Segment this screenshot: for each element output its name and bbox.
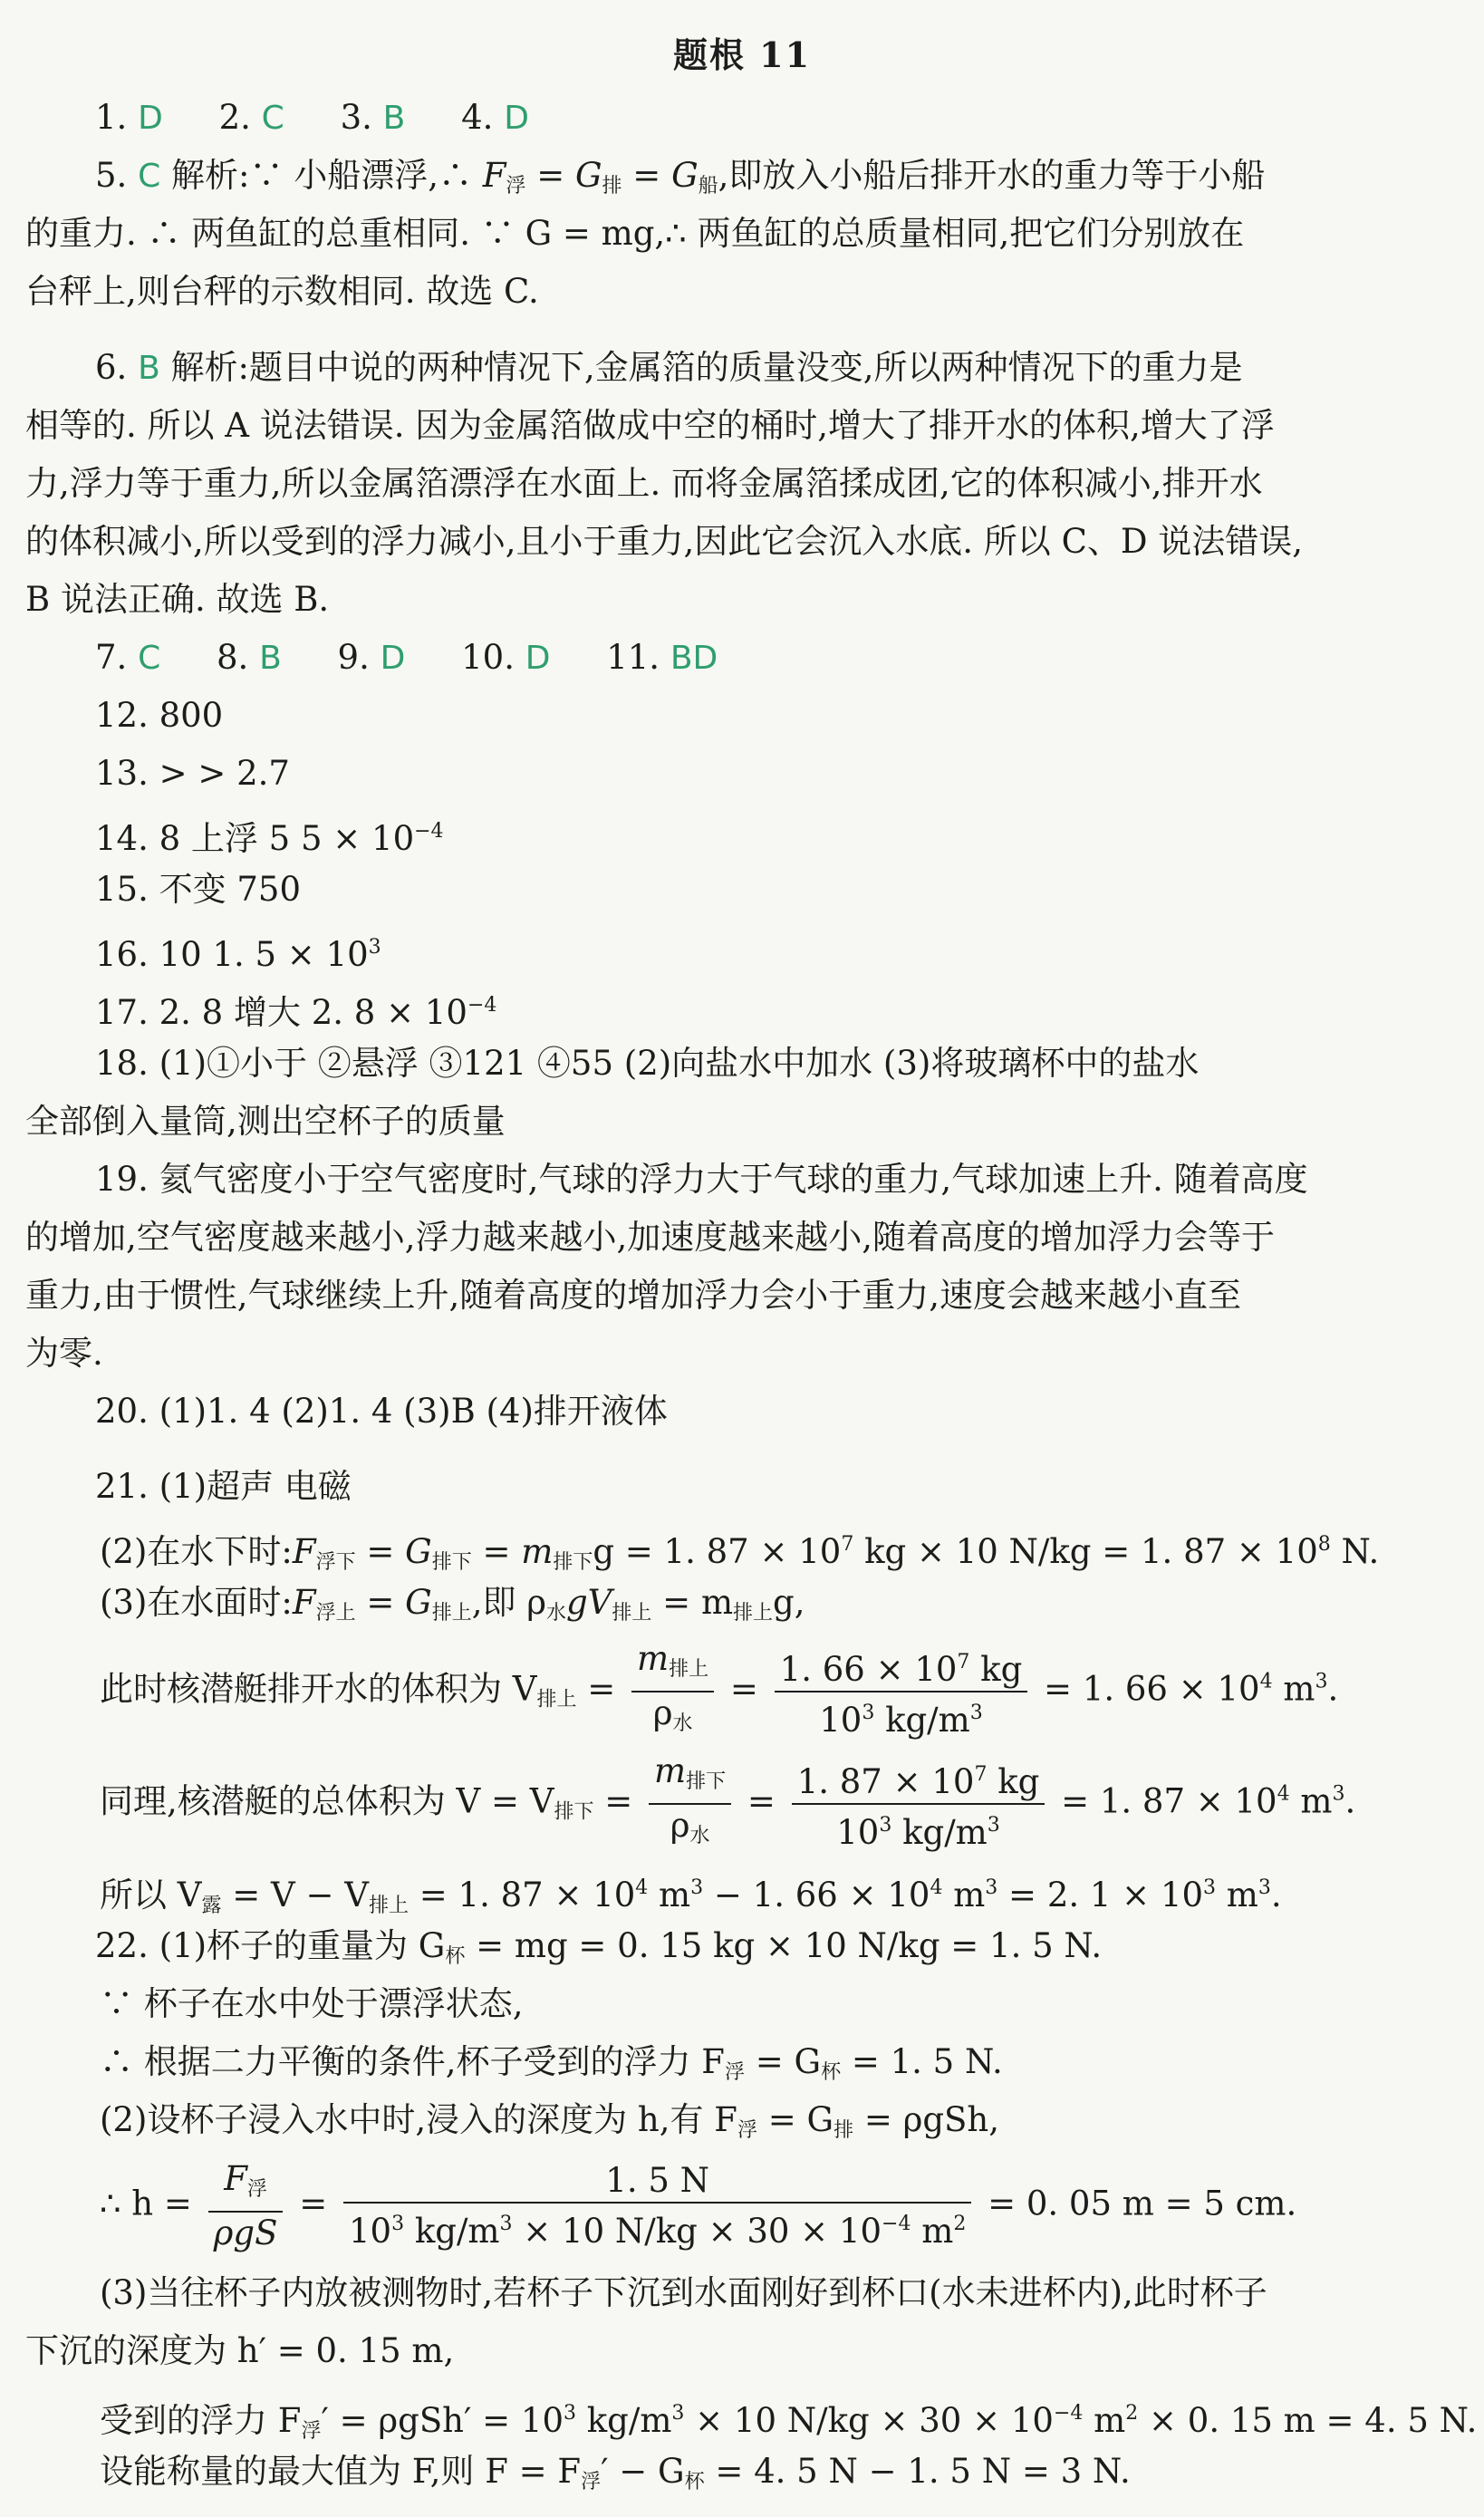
q21-line-6: 所以 $V_露 = V - V_{排上} = 1$. $87 \times 10^4$ $m^3 - 1$. $66 \times 10^4$ $m^3 = 2$. $1 \times 10^3$ $m^3$.: [100, 1876, 1282, 1917]
q18-line-1: 18. (1)①小于 ②悬浮 ③121 ④55 (2)向盐水中加水 (3)将玻璃杯中的盐水: [95, 1044, 1200, 1083]
answers-1-4: [95, 94, 1459, 142]
q22-line-4: (2)设杯子浸入水中时,浸入的深度为 h,有 $F_浮 = G_排 = \rho gSh$,: [100, 2100, 999, 2142]
answer-item: 1. D: [95, 98, 163, 137]
answer-choice: C: [261, 100, 284, 137]
answer-item: 7. C: [95, 638, 161, 677]
q22-line-2: ∵ 杯子在水中处于漂浮状态,: [100, 1984, 524, 2023]
fraction: $\frac{m_{排下}}{\rho_水}$: [649, 1750, 731, 1857]
q21-line-3: (3)在水面时$:F_{浮上} = G_{排上}$,即 $\rho_水gV_{排上} = m_{排上}g$,: [100, 1583, 805, 1625]
q6-line-1: 6. B 解析:题目中说的两种情况下,金属箔的质量没变,所以两种情况下的重力是: [95, 348, 1243, 387]
page-title: 题根 11: [672, 34, 812, 75]
fraction: $\frac{m_{排上}}{\rho_水}$: [631, 1638, 714, 1745]
q5-line-2: 的重力. ∴ 两鱼缸的总重相同. ∵ G = mg,∴ 两鱼缸的总质量相同,把它们分别放在: [25, 214, 1245, 253]
q22-line-6: (3)当往杯子内放被测物时,若杯子下沉到水面刚好到杯口(水未进杯内),此时杯子: [100, 2273, 1267, 2312]
answer-item: 4. D: [461, 98, 529, 137]
q18-line-2: 全部倒入量筒,测出空杯子的质量: [25, 1102, 506, 1141]
answer-15: 15. 不变 750: [95, 870, 301, 909]
q21-line-2: (2)在水下时$:F_{浮下} = G_{排下} = m_{排下}g = 1$. $87 \times 10^7$ kg × 10 N/kg = 1. $87 \times 10^8$ N.: [100, 1532, 1380, 1574]
answer-14: 14. 8 上浮 5 $5 \times 10^{-4}$: [95, 819, 444, 858]
fraction: $\frac{1. 5 N}{10^3 kg/m^3 \times 10 N/kg \times 30 \times 10^{-4} m^2}$: [343, 2160, 971, 2252]
answer-16: 16. 10 1. $5 \times 10^3$: [95, 935, 381, 974]
answer-choice: D: [380, 640, 406, 677]
q19-line-2: 的增加,空气密度越来越小,浮力越来越小,加速度越来越小,随着高度的增加浮力会等于: [25, 1218, 1276, 1257]
answer-item: 10. D: [461, 638, 551, 677]
q19-line-1: 19. 氦气密度小于空气密度时,气球的浮力大于气球的重力,气球加速上升. 随着高度: [95, 1160, 1308, 1199]
q19-line-3: 重力,由于惯性,气球继续上升,随着高度的增加浮力会小于重力,速度会越来越小直至: [25, 1276, 1242, 1315]
q19-line-4: 为零.: [25, 1334, 103, 1373]
answer-13: 13. > > 2.7: [95, 754, 290, 793]
answer-choice: B: [259, 640, 282, 677]
fraction: $\frac{1. 66 \times 10^7 kg}{10^3 kg/m^3}$: [775, 1642, 1028, 1741]
answer-choice: C: [138, 640, 161, 677]
answer-choice: C: [138, 158, 161, 195]
q6-line-5: B 说法正确. 故选 B.: [25, 580, 330, 619]
q21-line-5: 同理,核潜艇的总体积为 $V = V_{排下}$ = $\frac{m_{排下}}{\rho_水}$ = $\frac{1. 87 \times 10^7 kg}{10^3 kg/m^3}$ = 1. $87 \times 10^4$ $m^3$.: [100, 1750, 1459, 1850]
answer-20: 20. (1)1. 4 (2)1. 4 (3)B (4)排开液体: [95, 1392, 668, 1431]
answer-17: 17. 2. 8 增大 2. $8 \times 10^{-4}$: [95, 993, 497, 1032]
answer-choice: B: [138, 350, 160, 387]
answer-item: 8. B: [216, 638, 282, 677]
q6-line-2: 相等的. 所以 A 说法错误. 因为金属箔做成中空的桶时,增大了排开水的体积,增大了浮: [25, 406, 1275, 445]
q22-line-3: ∴ 根据二力平衡的条件,杯子受到的浮力 $F_浮 = G_杯 = 1$. 5 N.: [100, 2042, 1003, 2084]
answers-7-11: [95, 634, 1459, 682]
q22-line-5: ∴ h = $\frac{F_浮}{\text{ρgS}}$ = $\frac{1. 5 N}{10^3 kg/m^3 \times 10 N/kg \times 30 \times 10^{-4} m^2}$ = 0. 05 m = 5 cm.: [100, 2159, 1297, 2252]
answer-choice: D: [525, 640, 551, 677]
answer-item: 2. C: [218, 98, 284, 137]
fraction: $\frac{F_浮}{\text{ρgS}}$: [208, 2158, 284, 2254]
fraction: $\frac{1. 87 \times 10^7 kg}{10^3 kg/m^3}$: [792, 1754, 1046, 1854]
q6-line-4: 的体积减小,所以受到的浮力减小,且小于重力,因此它会沉入水底. 所以 C、D 说法错误,: [25, 522, 1304, 561]
q5-line-3: 台秤上,则台秤的示数相同. 故选 C.: [25, 272, 539, 311]
q22-line-7: 下沉的深度为 h′ = 0. 15 m,: [25, 2331, 455, 2370]
q22-line-9: 设能称量的最大值为 F,则 $F = F_浮' - G_杯 = 4$. 5 N − 1. 5 N = 3 N.: [100, 2452, 1131, 2493]
answer-choice: D: [504, 100, 529, 137]
answer-choice: BD: [670, 640, 718, 677]
q6-line-3: 力,浮力等于重力,所以金属箔漂浮在水面上. 而将金属箔揉成团,它的体积减小,排开水: [25, 464, 1263, 503]
answer-item: 11. BD: [606, 638, 718, 677]
answer-12: 12. 800: [95, 696, 224, 735]
q22-line-1: 22. (1)杯子的重量为 $G_杯$ = mg = 0. 15 kg × 10 N/kg = 1. 5 N.: [95, 1926, 1103, 1968]
answer-choice: D: [138, 100, 163, 137]
q21-line-1: 21. (1)超声 电磁: [95, 1467, 352, 1506]
answer-item: 9. D: [337, 638, 406, 677]
q22-line-8: 受到的浮力 $F_浮' = \rho gSh' = 10^3$ $kg/m^3 \times 10$ $N/kg \times 30 \times 10^{-4}$ $m^2 \times 0$. 15 m = 4. 5 N.: [100, 2401, 1478, 2443]
q21-line-4: 此时核潜艇排开水的体积为 $V_{排上}$ = $\frac{m_{排上}}{\rho_水}$ = $\frac{1. 66 \times 10^7 kg}{10^3 kg/m^3}$ = 1. $66 \times 10^4$ $m^3$.: [100, 1638, 1459, 1738]
answer-choice: B: [382, 100, 406, 137]
answer-item: 3. B: [340, 98, 406, 137]
q5-line-1: 5. C 解析:∵ 小船漂浮,∴ $F_浮 = G_排 = G_船$,即放入小船后排开水的重力等于小船: [95, 156, 1266, 198]
